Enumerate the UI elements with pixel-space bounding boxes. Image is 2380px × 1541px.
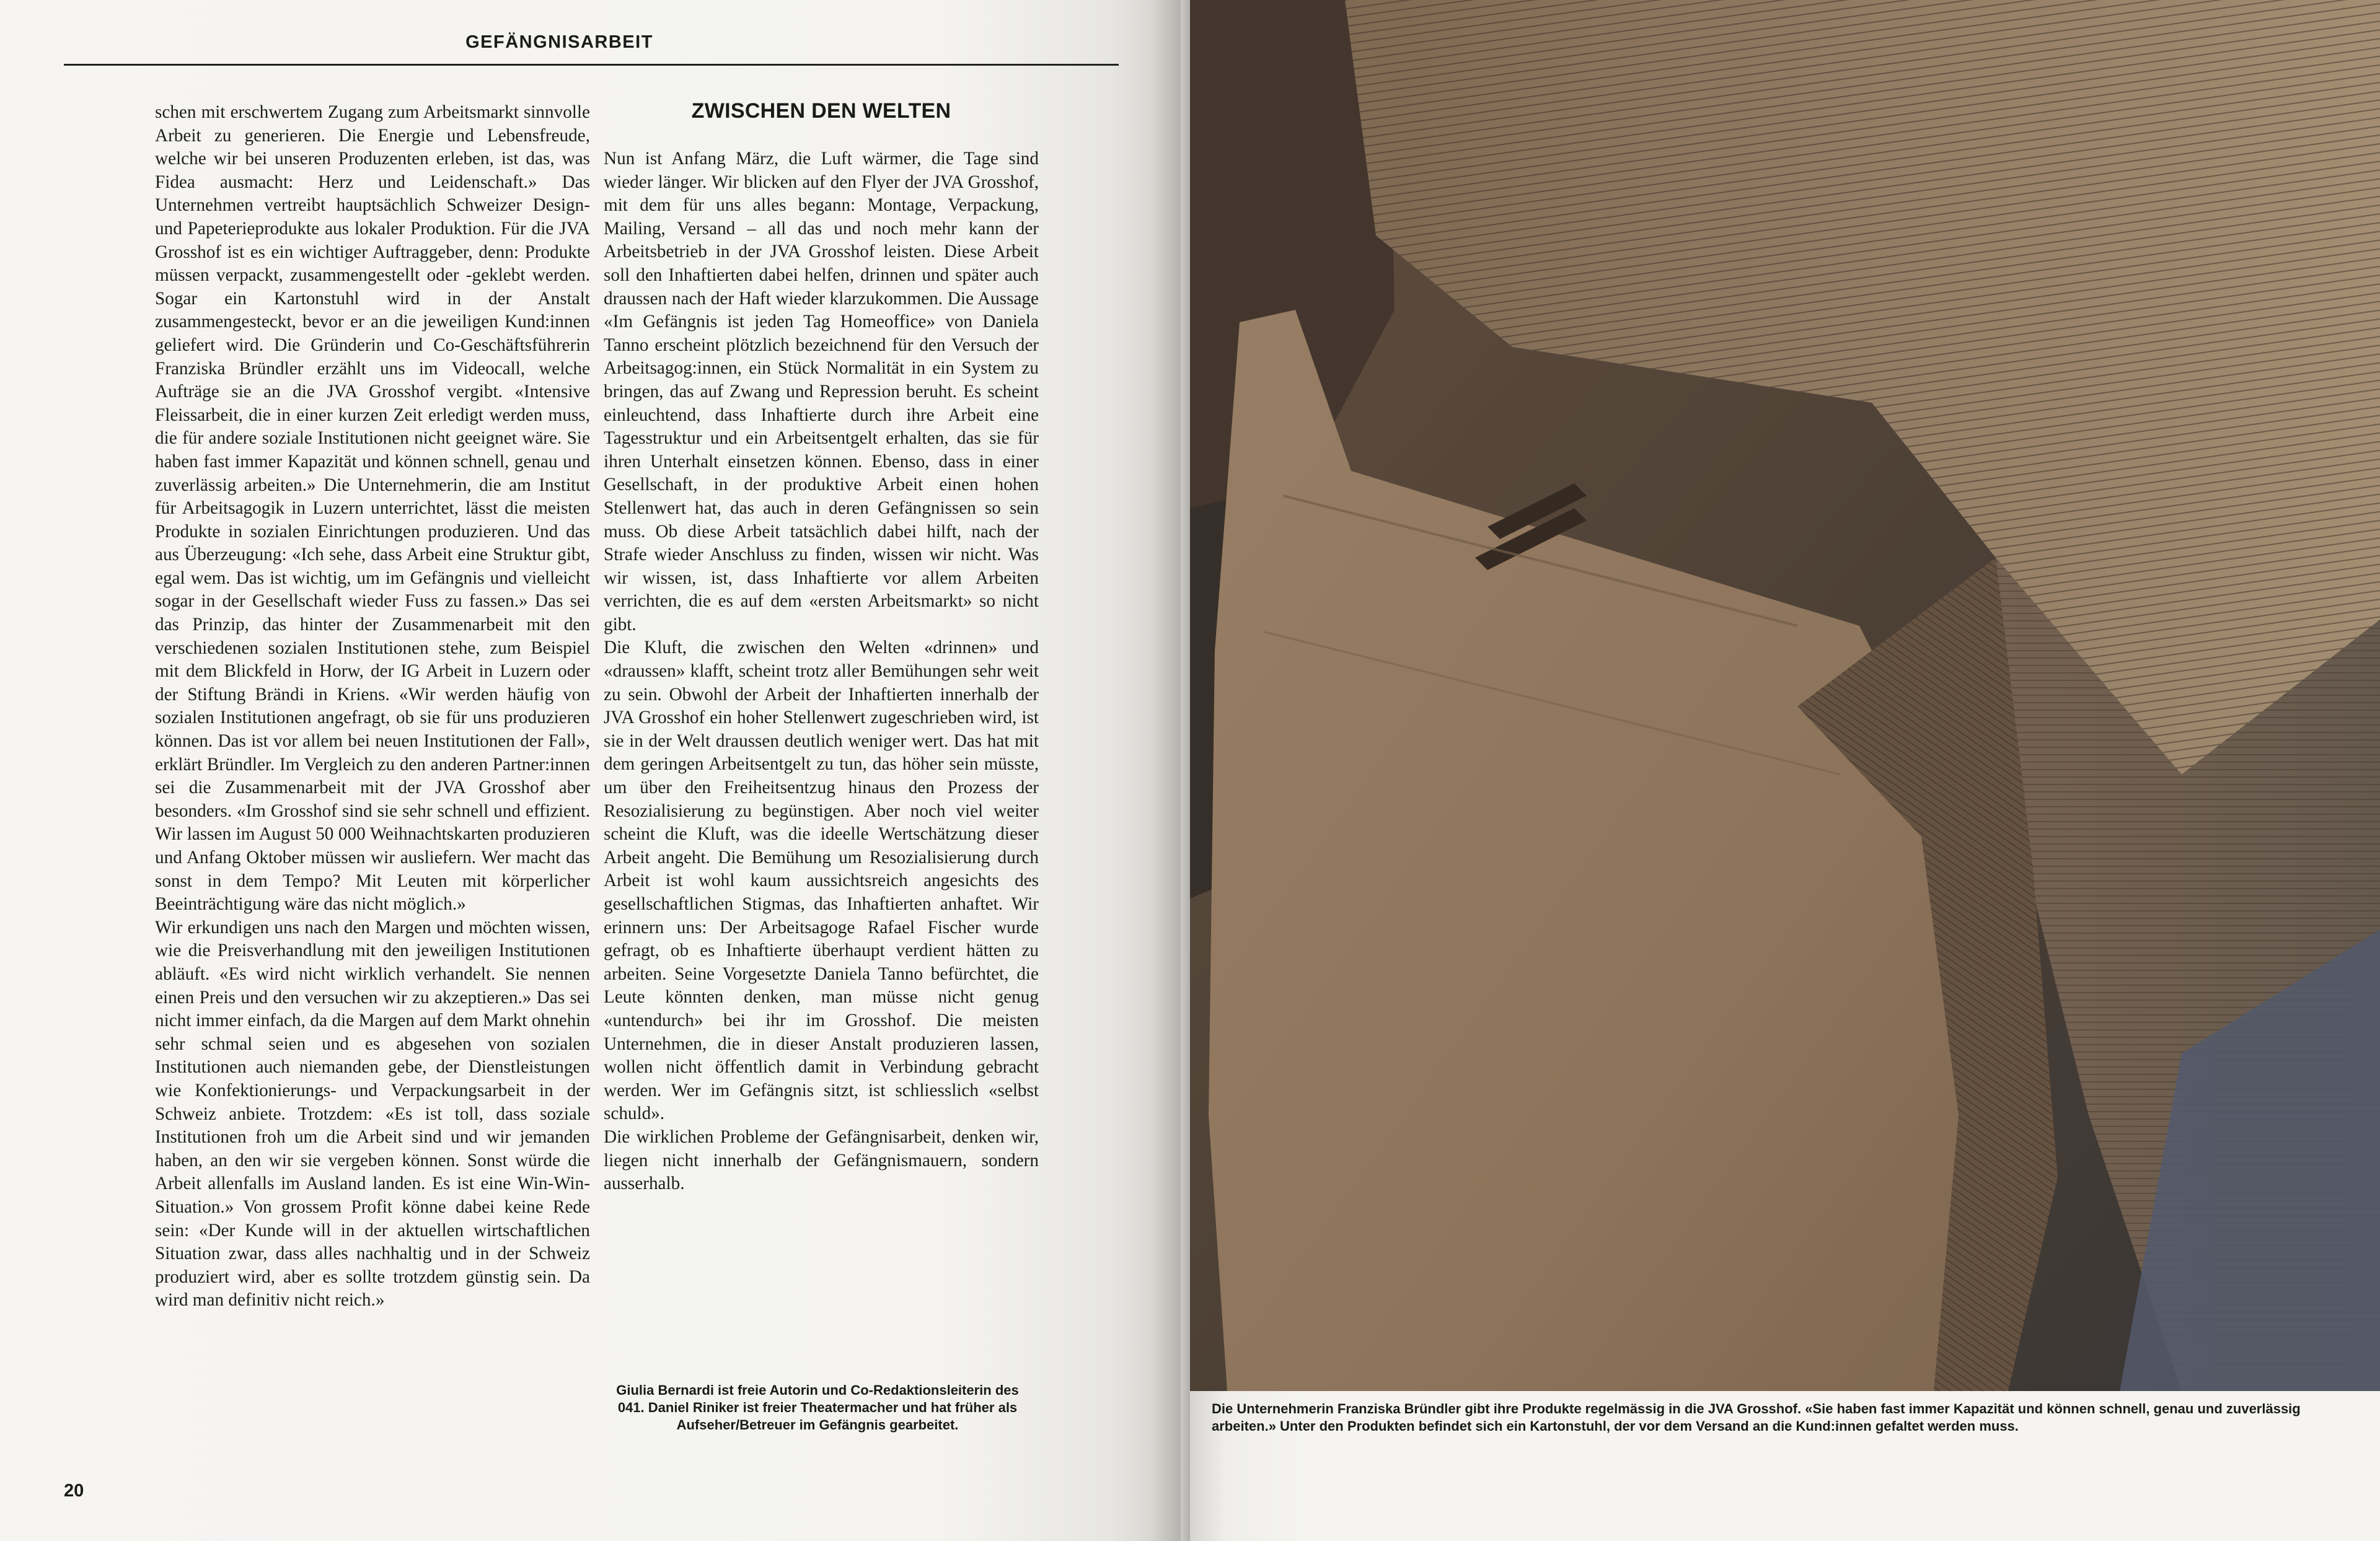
right-page [1190, 0, 2380, 1541]
paragraph: schen mit erschwertem Zugang zum Arbeitsmarkt sinnvolle Arbeit zu generieren. Die Energie und Lebensfreude, welche wir bei unseren Produzenten erleben, ist das, was Fidea ausmacht: Herz und Leidenschaft.» Das Unternehmen vertreibt hauptsächlich Schweizer Design- und Papeterieprodukte aus lokaler Produktion. Für die JVA Grosshof ist es ein wichtiger Auftraggeber, denn: Produkte müssen verpackt, zusammengestellt oder -geklebt werden. Sogar ein Kartonstuhl wird in der Anstalt zusammengesteckt, bevor er an die jeweiligen Kund:innen geliefert wird. Die Gründerin und Co-Geschäftsführerin Franziska Bründler erzählt uns im Videocall, welche Aufträge sie an die JVA Grosshof vergibt. «Intensive Fleissarbeit, die in einer kurzen Zeit erledigt werden muss, die für andere soziale Institutionen nicht geeignet wäre. Sie haben fast immer Kapazität und können schnell, genau und zuverlässig arbeiten.» Die Unternehmerin, die am Institut für Arbeitsagogik in Luzern unterrichtet, lässt die meisten Produkte in sozialen Einrichtungen produzieren. Und das aus Überzeugung: «Ich sehe, dass Arbeit eine Struktur gibt, egal wem. Das ist wichtig, um im Gefängnis und vielleicht sogar in der Gesellschaft wieder Fuss zu fassen.» Das sei das Prinzip, das hinter der Zusammenarbeit mit den verschiedenen sozialen Institutionen stehe, zum Beispiel mit dem Blickfeld in Horw, der IG Arbeit in Luzern oder der Stiftung Brändi in Kriens. «Wir werden häufig von sozialen Institutionen angefragt, ob sie für uns produzieren können. Das ist vor allem bei neuen Institutionen der Fall», erklärt Bründler. Im Vergleich zu den anderen Partner:innen sei die Zusammenarbeit mit der JVA Grosshof aber besonders. «Im Grosshof sind sie sehr schnell und effizient. Wir lassen im August 50 000 Weihnachtskarten produzieren und Anfang Oktober müssen wir ausliefern. Wer macht das sonst in dem Tempo? Mit Leuten mit körperlicher Beeinträchtigung wäre das nicht möglich.» [155, 102, 590, 915]
page-gutter [1150, 0, 1193, 1541]
photo-caption: Die Unternehmerin Franziska Bründler gibt ihre Produkte regelmässig in die JVA Grosshof. «Sie haben fast immer Kapazität und können schnell, genau und zuverlässig arbeiten.» Unter den Produkten befindet sich ein Kartonstuhl, der vor dem Versand an die Kund:innen gefaltet werden muss. [1212, 1401, 2301, 1434]
header-rule [64, 64, 1119, 66]
left-page [0, 0, 1181, 1541]
author-note: Giulia Bernardi ist freie Autorin und Co-Redaktionsleiterin des 041. Daniel Riniker ist freier Theatermacher und hat früher als Aufseher/Betreuer im Gefängnis gearbeitet. [616, 1382, 1019, 1433]
paragraph: Wir erkundigen uns nach den Margen und möchten wissen, wie die Preisverhandlung mit den jeweiligen Institutionen abläuft. «Es wird nicht wirklich verhandelt. Sie nennen einen Preis und den versuchen wir zu akzeptieren.» Das sei nicht immer einfach, da die Margen auf dem Markt ohnehin sehr schmal seien und es abgesehen von sozialen Institutionen auch niemanden gebe, der Dienstleistungen wie Konfektionierungs- und Verpackungsarbeit in der Schweiz anbiete. Trotzdem: «Es ist toll, dass soziale Institutionen froh um die Arbeit sind und wir jemanden haben, an den wir sie vergeben können. Sonst würde die Arbeit allenfalls im Ausland landen. Es ist eine Win-Win-Situation.» Von grossem Profit könne dabei keine Rede sein: «Der Kunde will in der aktuellen wirtschaftlichen Situation zwar, dass alles nachhaltig und in der Schweiz produziert wird, aber es sollte trotzdem günstig sein. Da wird man definitiv nicht reich.» [155, 917, 590, 1311]
article-column-right [604, 147, 1039, 1196]
page-number: 20 [64, 1481, 84, 1501]
article-column-left [155, 101, 590, 1312]
cardboard-photo [1190, 0, 2380, 1391]
paragraph: Die Kluft, die zwischen den Welten «drinnen» und «draussen» klafft, scheint trotz aller Bemühungen sehr weit zu sein. Obwohl der Arbeit der Inhaftierten innerhalb der JVA Grosshof ein hoher Stellenwert zugeschrieben wird, ist sie in der Welt draussen deutlich weniger wert. Das hat mit dem geringen Arbeitsentgelt zu tun, das höher sein müsste, um über den Freiheitsentzug hinaus den Prozess der Resozialisierung zu begünstigen. Aber noch viel weiter scheint die Kluft, was die ideelle Wertschätzung dieser Arbeit angeht. Die Bemühung um Resozialisierung durch Arbeit ist wohl kaum aussichtsreich angesichts des gesellschaftlichen Stigmas, das Inhaftierten anhaftet. Wir erinnern uns: Der Arbeitsagoge Rafael Fischer wurde gefragt, ob es Inhaftierte überhaupt verdient hätten zu arbeiten. Seine Vorgesetzte Daniela Tanno befürchtet, die Leute könnten denken, man müsse nicht genug «untendurch» bei ihr im Grosshof. Die meisten Unternehmen, die in dieser Anstalt produzieren lassen, wollen nicht öffentlich damit in Verbindung gebracht werden. Wer im Gefängnis sitzt, ist schliesslich «selbst schuld». [604, 638, 1039, 1124]
paragraph: Nun ist Anfang März, die Luft wärmer, die Tage sind wieder länger. Wir blicken auf den Flyer der JVA Grosshof, mit dem für uns alles begann: Montage, Verpackung, Mailing, Versand – all das und noch mehr kann der Arbeitsbetrieb in der JVA Grosshof leisten. Diese Arbeit soll den Inhaftierten dabei helfen, drinnen und später auch draussen nach der Haft wieder klarzukommen. Die Aussage «Im Gefängnis ist jeden Tag Homeoffice» von Daniela Tanno erscheint plötzlich bezeichnend für den Versuch der Arbeitsagog:innen, ein Stück Normalität in ein System zu bringen, das auf Zwang und Repression beruht. Es scheint einleuchtend, dass Inhaftierte durch ihre Arbeit eine Tagesstruktur und ein Arbeitsentgelt erhalten, das sie für ihren Unterhalt einsetzen können. Ebenso, dass in einer Gesellschaft, in der produktive Arbeit einen hohen Stellenwert hat, das auch in deren Gefängnissen so sein muss. Ob diese Arbeit tatsächlich dabei hilft, nach der Strafe wieder Anschluss zu finden, wissen wir nicht. Was wir wissen, ist, dass Inhaftierte vor allem Arbeiten verrichten, die es auf dem «ersten Arbeitsmarkt» so nicht gibt. [604, 149, 1039, 634]
section-title: GEFÄNGNISARBEIT [465, 32, 653, 52]
article-subheading: ZWISCHEN DEN WELTEN [691, 99, 951, 123]
paragraph: Die wirklichen Probleme der Gefängnisarbeit, denken wir, liegen nicht innerhalb der Gefängnismauern, sondern ausserhalb. [604, 1126, 1039, 1194]
